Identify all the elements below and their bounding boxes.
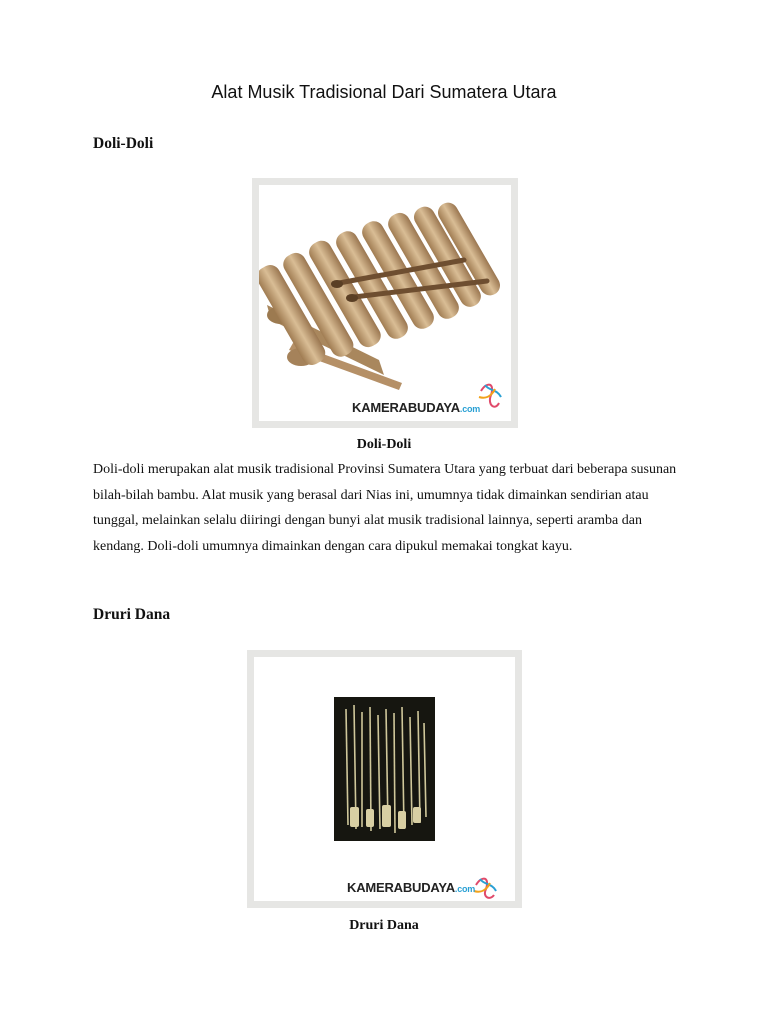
caption-druri-dana: Druri Dana <box>349 918 419 933</box>
druri-dana-illustration <box>254 657 515 901</box>
druri-dana-image <box>247 650 522 908</box>
section-heading-doli-doli: Doli-Doli <box>93 135 154 152</box>
page-title: Alat Musik Tradisional Dari Sumatera Utara <box>211 82 557 102</box>
watermark-logo: KAMERABUDAYA.com <box>347 880 476 895</box>
caption-doli-doli: Doli-Doli <box>356 437 412 452</box>
doli-doli-image <box>252 178 518 428</box>
paragraph-doli-doli: Doli-doli merupakan alat musik tradisional Provinsi Sumatera Utara yang terbuat dari beberapa susunan bilah-bilah bambu. Alat musik yang berasal dari Nias ini, umumnya tidak dimainkan sendirian atau tunggal, melainkan selalu diiringi dengan bunyi alat musik tradisional lainnya, seperti aramba dan kendang. Doli-doli umumnya dimainkan dengan cara dipukul memakai tongkat kayu. <box>93 462 677 554</box>
doli-doli-illustration <box>259 185 511 421</box>
watermark-logo: KAMERABUDAYA.com <box>352 400 481 415</box>
section-heading-druri-dana: Druri Dana <box>93 606 171 623</box>
